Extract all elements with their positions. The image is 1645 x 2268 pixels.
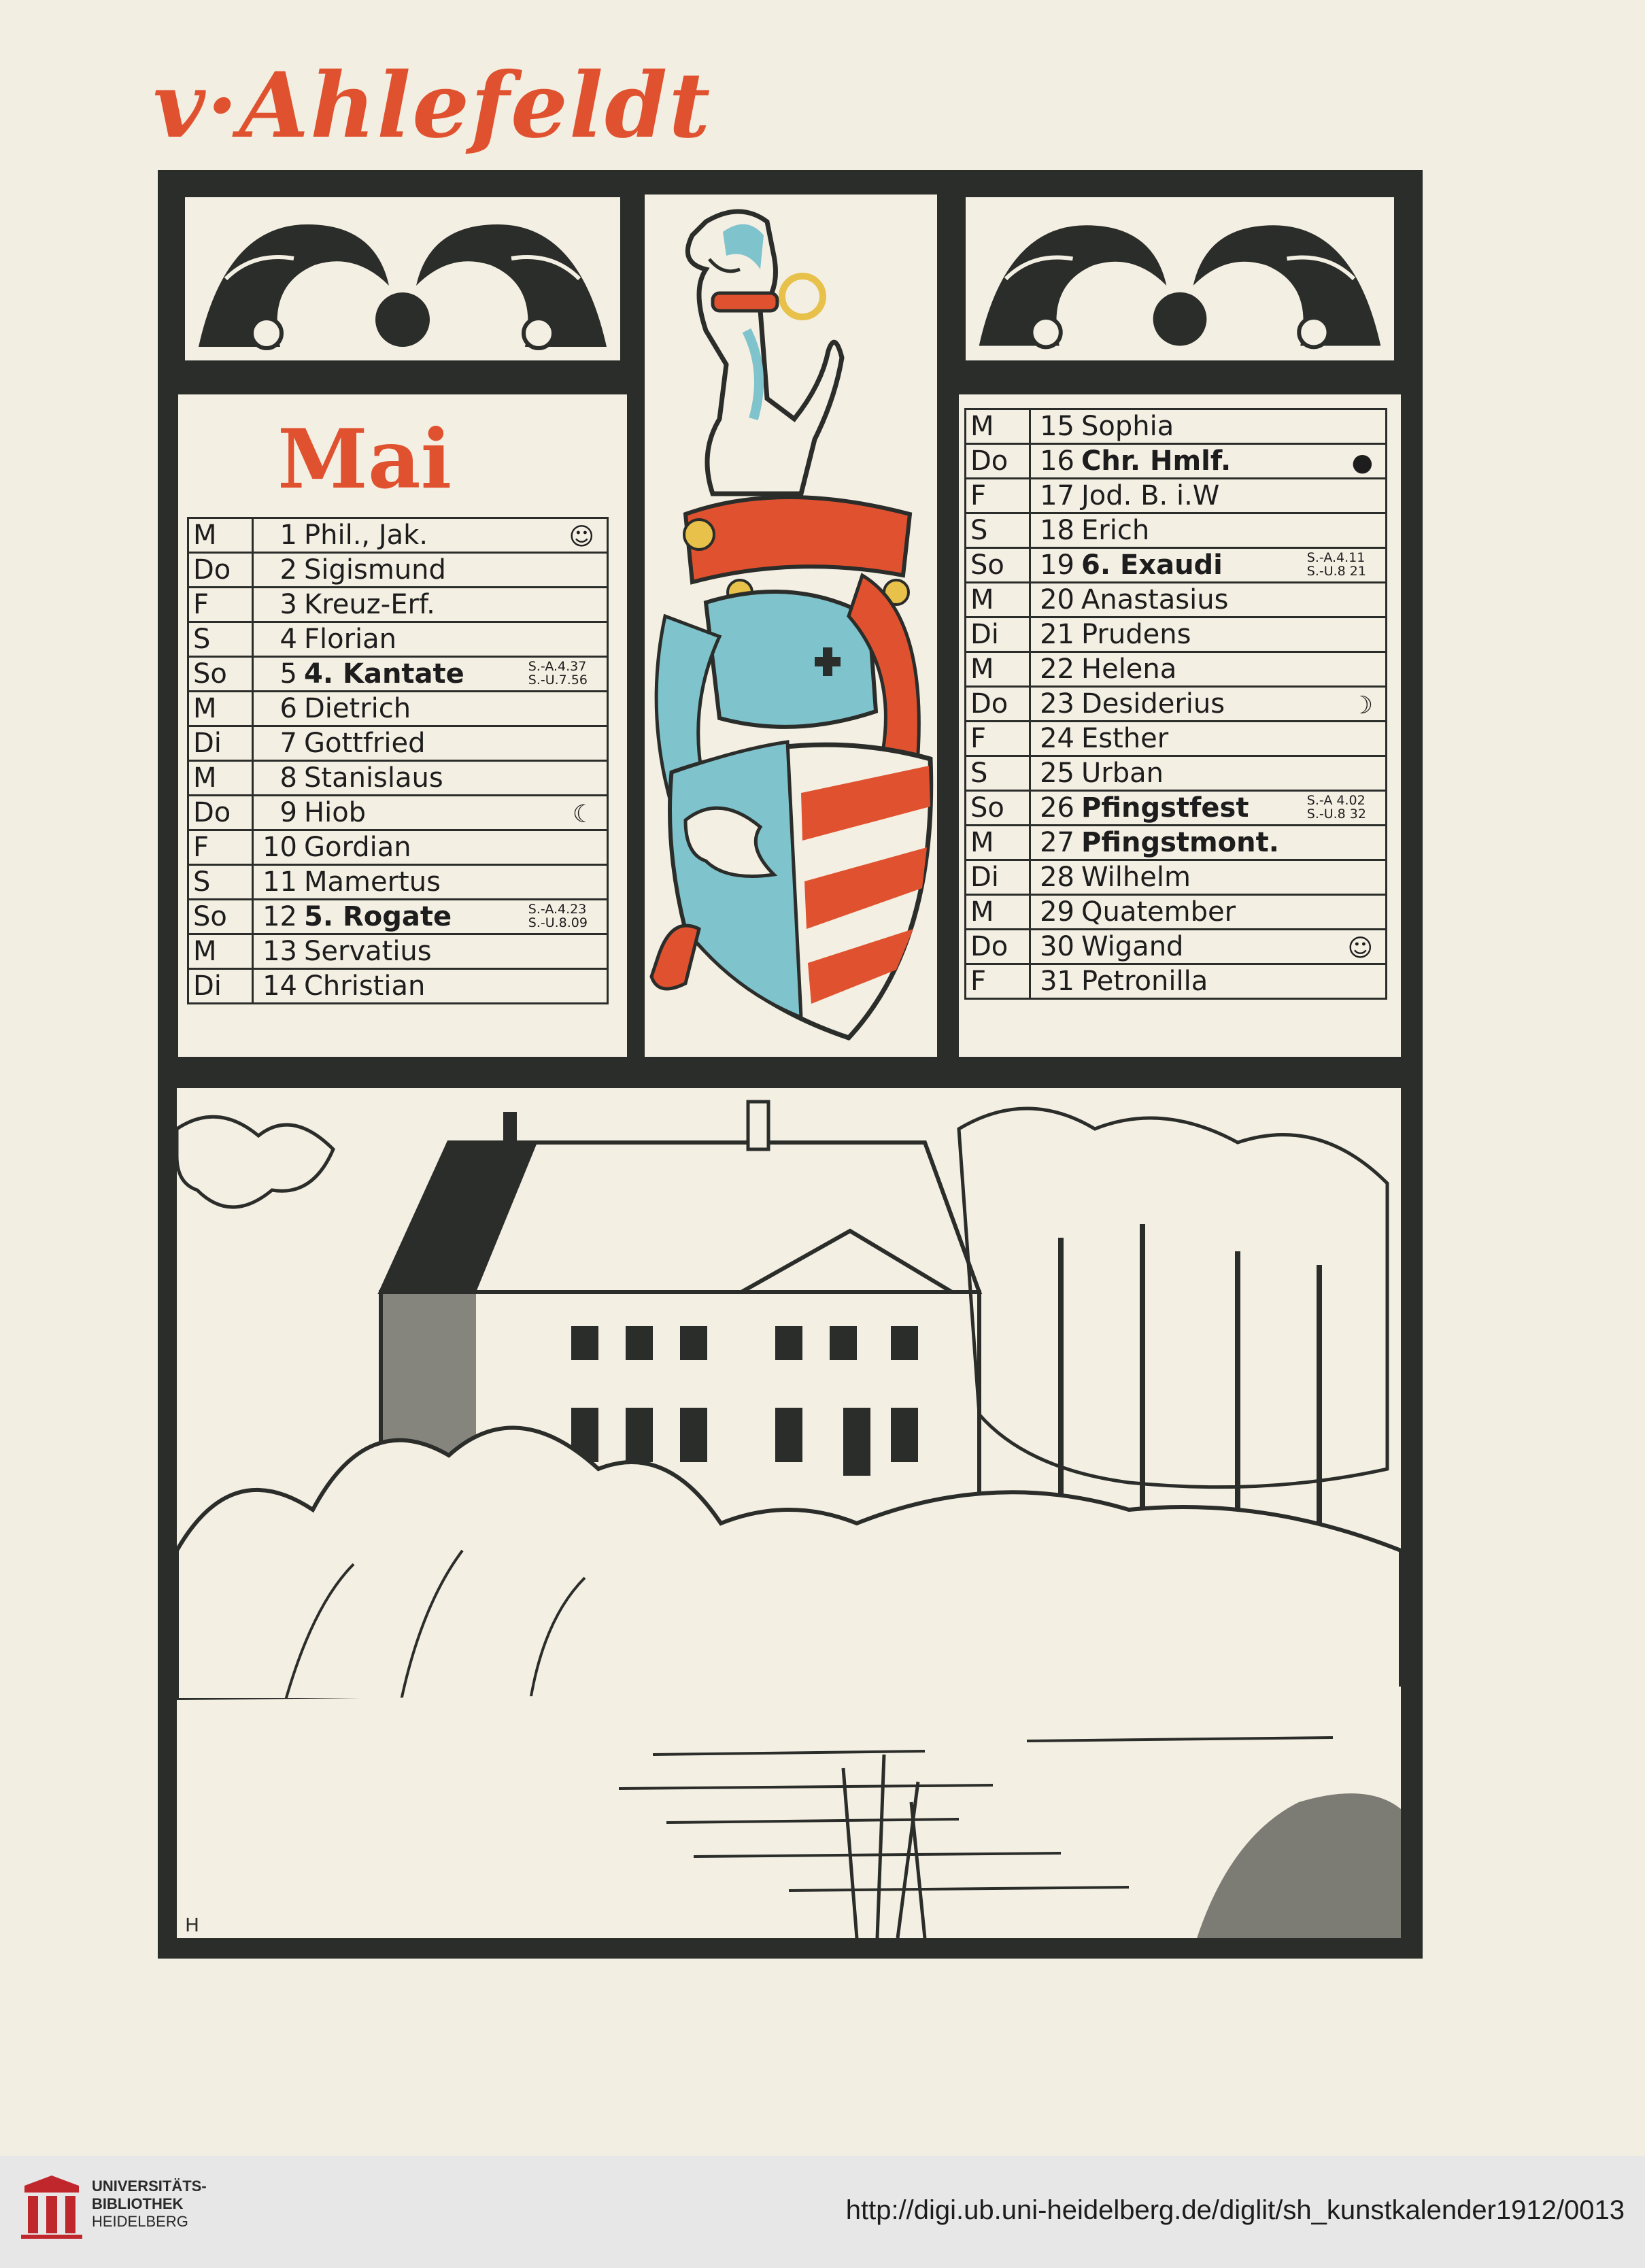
saint-name: Dietrich (304, 693, 411, 724)
calendar-row (188, 865, 608, 900)
day-number: 13 (262, 936, 297, 967)
calendar-row (188, 518, 608, 553)
weekday-cell: Di (188, 969, 253, 1004)
weekday-cell: M (966, 583, 1030, 617)
day-number: 23 (1040, 688, 1074, 720)
acanthus-ornament-icon (185, 197, 620, 360)
calendar-row (188, 588, 608, 622)
manor-house-illustration (177, 1088, 1401, 1938)
month-title: Mai (277, 411, 452, 507)
saint-name: Desiderius (1081, 688, 1225, 720)
saint-name: Sophia (1081, 411, 1174, 442)
weekday-cell: M (966, 826, 1030, 860)
weekday-cell: Do (966, 444, 1030, 479)
weekday-cell: M (188, 934, 253, 969)
saint-name: Florian (304, 624, 397, 655)
day-cell (253, 900, 608, 934)
saint-name: Stanislaus (304, 762, 443, 794)
day-number: 18 (1040, 515, 1074, 546)
moon-phase-icon: ☽ (1351, 692, 1373, 720)
weekday-cell: F (188, 830, 253, 865)
sunrise-text: S.-A 4.02 (1306, 793, 1366, 808)
calendar-row (188, 622, 608, 657)
weekday-cell: M (966, 895, 1030, 930)
coat-of-arms-icon (645, 194, 937, 1057)
day-cell (253, 622, 608, 657)
day-number: 4 (279, 624, 297, 655)
coat-of-arms-panel (645, 194, 937, 1057)
moon-phase-icon: ☺ (569, 523, 594, 551)
day-number: 7 (279, 728, 297, 759)
day-number: 27 (1040, 827, 1074, 858)
saint-name: Servatius (304, 936, 432, 967)
calendar-row (966, 513, 1387, 548)
weekday-cell: M (966, 652, 1030, 687)
weekday-cell: F (966, 964, 1030, 999)
day-cell (1030, 791, 1387, 826)
saint-name: Esther (1081, 723, 1169, 754)
weekday-cell: M (188, 518, 253, 553)
day-cell (1030, 722, 1387, 756)
day-cell (253, 830, 608, 865)
calendar-row (188, 692, 608, 726)
day-cell (253, 726, 608, 761)
day-cell (1030, 826, 1387, 860)
day-cell (1030, 513, 1387, 548)
calendar-row (966, 895, 1387, 930)
day-number: 2 (279, 554, 297, 586)
saint-name: Urban (1081, 758, 1164, 789)
calendar-row (188, 969, 608, 1004)
day-cell (253, 588, 608, 622)
saint-name: Christian (304, 970, 426, 1002)
day-cell (1030, 548, 1387, 583)
weekday-cell: Do (966, 930, 1030, 964)
day-cell (1030, 617, 1387, 652)
day-number: 6 (279, 693, 297, 724)
weekday-cell: Do (188, 553, 253, 588)
sunrise-text: S.-A.4.23 (528, 902, 587, 917)
calendar-row (966, 652, 1387, 687)
calendar-row (966, 791, 1387, 826)
day-number: 16 (1040, 445, 1074, 477)
day-cell (253, 934, 608, 969)
day-cell (1030, 756, 1387, 791)
calendar-row (966, 722, 1387, 756)
weekday-cell: So (966, 548, 1030, 583)
day-number: 31 (1040, 966, 1074, 997)
day-number: 28 (1040, 862, 1074, 893)
day-number: 15 (1040, 411, 1074, 442)
saint-name: Phil., Jak. (304, 520, 428, 551)
saint-name: 4. Kantate (304, 658, 464, 690)
saint-name: Gottfried (304, 728, 426, 759)
source-url[interactable]: http://digi.ub.uni-heidelberg.de/diglit/sh_kunstkalender1912/0013 (845, 2195, 1625, 2225)
weekday-cell: S (188, 865, 253, 900)
calendar-row (966, 930, 1387, 964)
saint-name: Kreuz-Erf. (304, 589, 435, 620)
ornament-top-right (959, 190, 1401, 367)
artist-monogram: H (185, 1914, 200, 1936)
day-number: 9 (279, 797, 297, 828)
calendar-row (966, 687, 1387, 722)
calendar-row (188, 830, 608, 865)
weekday-cell: F (966, 479, 1030, 513)
calendar-row (966, 860, 1387, 895)
ornament-top-left (178, 190, 627, 367)
day-number: 11 (262, 866, 297, 898)
footer-bar (0, 2156, 1645, 2268)
sunset-text: S.-U.7.56 (528, 673, 588, 688)
weekday-cell: Do (188, 796, 253, 830)
sunset-text: S.-U.8 21 (1306, 564, 1366, 579)
saint-name: Wigand (1081, 931, 1184, 962)
day-number: 10 (262, 832, 297, 863)
saint-name: Chr. Hmlf. (1081, 445, 1232, 477)
sunrise-sunset-note (1307, 551, 1366, 578)
day-cell (1030, 964, 1387, 999)
day-cell (253, 518, 608, 553)
day-cell (1030, 444, 1387, 479)
calendar-row (966, 548, 1387, 583)
calendar-table-left (187, 517, 609, 1004)
calendar-row (966, 583, 1387, 617)
sunrise-text: S.-A.4.37 (528, 659, 587, 674)
library-name (92, 2178, 207, 2231)
day-cell (1030, 687, 1387, 722)
sunrise-sunset-note (528, 902, 588, 930)
saint-name: Quatember (1081, 896, 1236, 928)
calendar-row (966, 964, 1387, 999)
calendar-row (188, 553, 608, 588)
day-number: 24 (1040, 723, 1074, 754)
calendar-row (966, 444, 1387, 479)
weekday-cell: So (966, 791, 1030, 826)
weekday-cell: So (188, 900, 253, 934)
saint-name: Jod. B. i.W (1081, 480, 1220, 511)
saint-name: Mamertus (304, 866, 441, 898)
day-number: 25 (1040, 758, 1074, 789)
acanthus-ornament-icon (966, 197, 1394, 360)
sunrise-sunset-note (528, 660, 588, 687)
sunrise-text: S.-A.4.11 (1306, 550, 1366, 565)
day-number: 8 (279, 762, 297, 794)
saint-name: Helena (1081, 654, 1177, 685)
saint-name: Sigismund (304, 554, 446, 586)
weekday-cell: S (966, 756, 1030, 791)
saint-name: Gordian (304, 832, 411, 863)
day-cell (253, 692, 608, 726)
day-cell (253, 657, 608, 692)
moon-phase-icon: ● (1351, 449, 1373, 477)
calendar-row (188, 796, 608, 830)
day-number: 12 (262, 901, 297, 932)
day-number: 17 (1040, 480, 1074, 511)
day-cell (1030, 930, 1387, 964)
day-cell (253, 796, 608, 830)
day-number: 29 (1040, 896, 1074, 928)
sunrise-sunset-note (1307, 794, 1366, 821)
day-number: 19 (1040, 549, 1074, 581)
day-cell (1030, 479, 1387, 513)
calendar-row (188, 934, 608, 969)
day-number: 1 (279, 520, 297, 551)
day-number: 3 (279, 589, 297, 620)
day-number: 26 (1040, 792, 1074, 824)
day-number: 22 (1040, 654, 1074, 685)
moon-phase-icon: ☺ (1347, 934, 1373, 962)
calendar-row (966, 826, 1387, 860)
saint-name: Anastasius (1081, 584, 1229, 615)
weekday-cell: F (966, 722, 1030, 756)
day-cell (1030, 409, 1387, 444)
family-title: v·Ahlefeldt (153, 53, 712, 158)
weekday-cell: Di (966, 860, 1030, 895)
weekday-cell: F (188, 588, 253, 622)
saint-name: Petronilla (1081, 966, 1208, 997)
weekday-cell: M (966, 409, 1030, 444)
weekday-cell: S (966, 513, 1030, 548)
calendar-row (188, 900, 608, 934)
day-number: 21 (1040, 619, 1074, 650)
day-cell (1030, 895, 1387, 930)
sunset-text: S.-U.8.09 (528, 915, 588, 930)
day-cell (253, 761, 608, 796)
day-cell (1030, 860, 1387, 895)
calendar-row (966, 479, 1387, 513)
saint-name: Erich (1081, 515, 1150, 546)
day-cell (253, 969, 608, 1004)
calendar-row (966, 756, 1387, 791)
day-cell (1030, 652, 1387, 687)
library-name-line: BIBLIOTHEK (92, 2195, 184, 2212)
calendar-row (188, 761, 608, 796)
weekday-cell: Do (966, 687, 1030, 722)
saint-name: Prudens (1081, 619, 1191, 650)
university-library-logo-icon (18, 2172, 86, 2240)
day-number: 5 (279, 658, 297, 690)
saint-name: Hiob (304, 797, 367, 828)
manor-house-icon (177, 1088, 1401, 1938)
saint-name: 5. Rogate (304, 901, 452, 932)
day-cell (1030, 583, 1387, 617)
library-name-line: UNIVERSITÄTS- (92, 2178, 207, 2195)
calendar-row (188, 657, 608, 692)
weekday-cell: So (188, 657, 253, 692)
weekday-cell: Di (966, 617, 1030, 652)
calendar-row (966, 409, 1387, 444)
weekday-cell: M (188, 761, 253, 796)
moon-phase-icon: ☾ (572, 800, 594, 828)
calendar-table-right (964, 408, 1387, 1000)
weekday-cell: Di (188, 726, 253, 761)
saint-name: 6. Exaudi (1081, 549, 1223, 581)
weekday-cell: M (188, 692, 253, 726)
day-number: 20 (1040, 584, 1074, 615)
day-cell (253, 553, 608, 588)
saint-name: Pfingstmont. (1081, 827, 1279, 858)
calendar-row (966, 617, 1387, 652)
sunset-text: S.-U.8 32 (1306, 807, 1366, 822)
day-number: 14 (262, 970, 297, 1002)
day-number: 30 (1040, 931, 1074, 962)
library-name-line: HEIDELBERG (92, 2213, 188, 2230)
saint-name: Wilhelm (1081, 862, 1191, 893)
day-cell (253, 865, 608, 900)
calendar-row (188, 726, 608, 761)
weekday-cell: S (188, 622, 253, 657)
saint-name: Pfingstfest (1081, 792, 1249, 824)
